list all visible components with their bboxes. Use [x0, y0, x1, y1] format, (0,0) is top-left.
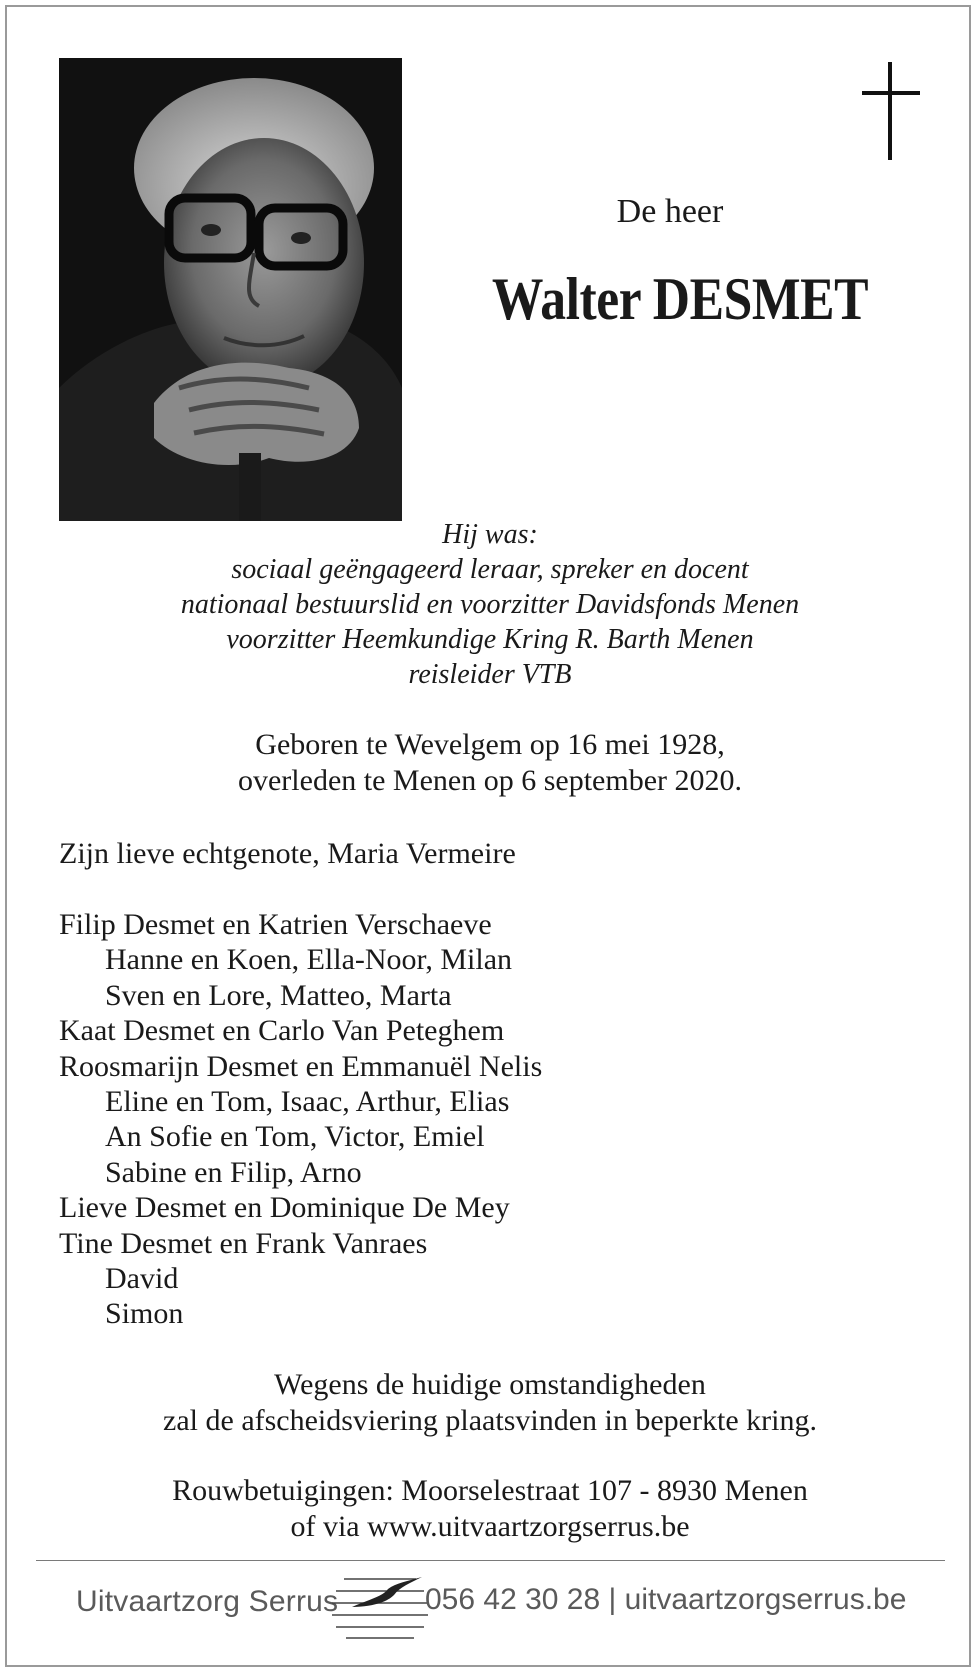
family-line: An Sofie en Tom, Victor, Emiel — [105, 1120, 485, 1154]
family-line: Roosmarijn Desmet en Emmanuël Nelis — [59, 1049, 543, 1083]
portrait-illustration — [59, 58, 402, 521]
deceased-name: Walter DESMET — [491, 266, 869, 332]
life-dates — [0, 727, 980, 799]
ceremony-notice — [0, 1367, 980, 1439]
salutation: De heer — [616, 193, 724, 230]
cross-icon — [862, 62, 920, 160]
biography — [0, 517, 980, 692]
biography-line: voorzitter Heemkundige Kring R. Barth Menen — [226, 624, 754, 655]
family-list — [59, 907, 542, 1332]
family-line: Sven en Lore, Matteo, Marta — [105, 978, 452, 1012]
notice-line: Wegens de huidige omstandigheden — [274, 1368, 706, 1401]
seagull-logo-icon — [330, 1569, 430, 1643]
biography-line: sociaal geëngageerd leraar, spreker en docent — [231, 554, 749, 585]
family-line: Lieve Desmet en Dominique De Mey — [59, 1191, 510, 1225]
family-line: David — [105, 1262, 179, 1296]
condolences-website[interactable]: of via www.uitvaartzorgserrus.be — [290, 1510, 690, 1543]
biography-line: nationaal bestuurslid en voorzitter Davidsfonds Menen — [180, 589, 800, 620]
funeral-home-name: Uitvaartzorg Serrus — [76, 1585, 339, 1618]
biography-heading: Hij was: — [442, 519, 538, 550]
death-line: overleden te Menen op 6 september 2020. — [237, 764, 742, 797]
footer-divider — [36, 1560, 945, 1561]
family-line: Eline en Tom, Isaac, Arthur, Elias — [105, 1085, 510, 1119]
funeral-home-contact: 056 42 30 28 | uitvaartzorgserrus.be — [425, 1583, 907, 1616]
family-line: Filip Desmet en Katrien Verschaeve — [59, 908, 492, 941]
birth-line: Geboren te Wevelgem op 16 mei 1928, — [255, 728, 725, 761]
portrait-photo — [59, 58, 402, 521]
family-line: Tine Desmet en Frank Vanraes — [59, 1226, 428, 1260]
family-line: Kaat Desmet en Carlo Van Peteghem — [59, 1014, 505, 1048]
biography-line: reisleider VTB — [408, 659, 572, 690]
condolences — [0, 1473, 980, 1545]
family-line: Sabine en Filip, Arno — [105, 1155, 362, 1189]
condolences-address: Rouwbetuigingen: Moorselestraat 107 - 8930 Menen — [172, 1474, 808, 1507]
notice-line: zal de afscheidsviering plaatsvinden in beperkte kring. — [163, 1404, 817, 1437]
family-line: Hanne en Koen, Ella-Noor, Milan — [105, 943, 513, 977]
spouse-line: Zijn lieve echtgenote, Maria Vermeire — [59, 837, 516, 870]
family-line: Simon — [105, 1297, 184, 1331]
